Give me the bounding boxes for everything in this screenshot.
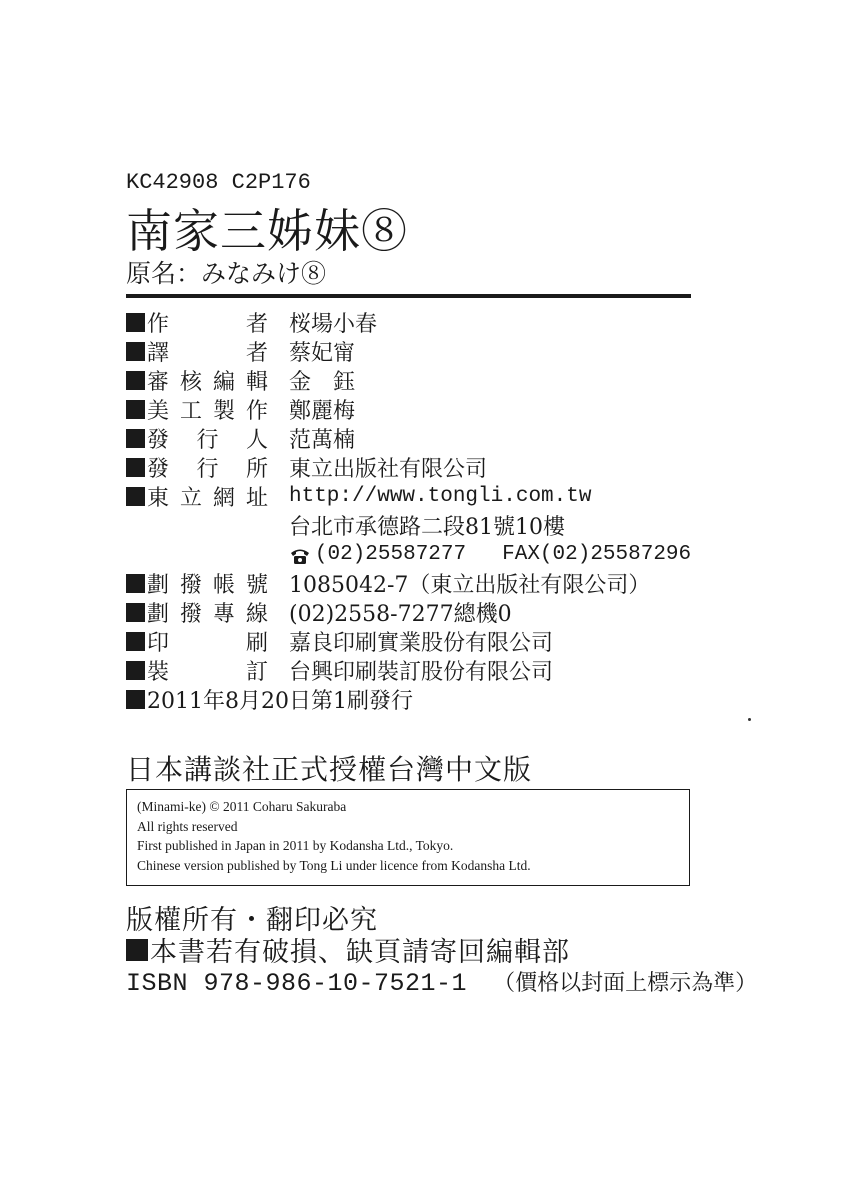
credit-label-char: 帳: [212, 573, 235, 598]
credit-label-char: 核: [179, 370, 202, 395]
credit-label-char: 者: [245, 341, 268, 366]
fax-number: FAX(02)25587296: [502, 543, 692, 566]
credit-value: 桜場小春: [289, 312, 378, 337]
credit-label: [147, 423, 268, 454]
black-square-icon: [126, 487, 145, 506]
telephone-icon: [289, 546, 311, 564]
credit-row: [126, 337, 706, 366]
title-divider: [126, 294, 691, 298]
credit-label: [147, 365, 268, 396]
address-row: [126, 511, 706, 540]
credit-value: (02)2558-7277總機0: [289, 602, 512, 627]
copyright-line: Chinese version published by Tong Li under licence from Kodansha Ltd.: [137, 857, 531, 873]
credit-row: [126, 453, 706, 482]
credit-label: [147, 481, 268, 512]
credit-label-char: 輯: [245, 370, 268, 395]
credit-label-char: 所: [245, 457, 268, 482]
credit-row: [126, 395, 706, 424]
credit-label-char: 立: [179, 486, 202, 511]
credit-row: [126, 482, 706, 511]
copyright-line: All rights reserved: [137, 818, 238, 834]
damage-notice-row: [126, 930, 570, 969]
credit-row: [126, 366, 706, 395]
credit-label-char: 印: [147, 631, 170, 656]
book-title: 南家三姊妹⑧: [126, 204, 408, 258]
credit-label-char: 發: [147, 457, 170, 482]
credit-label-char: 址: [245, 486, 268, 511]
copyright-box: [126, 789, 690, 886]
copyright-line: (Minami-ke) © 2011 Coharu Sakuraba: [137, 799, 347, 814]
credit-label-char: 編: [212, 370, 235, 395]
credit-label-char: 網: [212, 486, 235, 511]
credit-label-char: 劃: [147, 602, 170, 627]
credit-row: [126, 598, 706, 627]
black-square-icon: [126, 603, 145, 622]
black-square-icon: [126, 661, 145, 680]
credit-label: [147, 452, 268, 483]
publish-date-row: [126, 685, 706, 714]
credits-block: [126, 308, 706, 714]
black-square-icon: [126, 371, 145, 390]
isbn-row: [126, 966, 757, 998]
phone-number: (02)25587277: [314, 543, 467, 566]
credit-label: [147, 307, 268, 338]
credit-label-char: 發: [147, 428, 170, 453]
credit-label-char: 譯: [147, 341, 170, 366]
credit-label-char: 作: [147, 312, 170, 337]
credit-label: [147, 597, 268, 628]
publish-date: 2011年8月20日第1刷發行: [147, 689, 413, 714]
credit-value: 東立出版社有限公司: [289, 457, 488, 482]
credit-label-char: 裝: [147, 660, 170, 685]
credit-row: [126, 569, 706, 598]
credit-value: 嘉良印刷實業股份有限公司: [289, 631, 554, 656]
credit-label-char: 美: [147, 399, 170, 424]
credit-label-char: 撥: [179, 602, 202, 627]
credit-label: [147, 655, 268, 686]
credit-value: 1085042-7（東立出版社有限公司）: [289, 573, 651, 598]
credit-label-char: 行: [196, 428, 219, 453]
credit-label-char: 號: [245, 573, 268, 598]
credit-label-char: 專: [212, 602, 235, 627]
credit-label: [147, 568, 268, 599]
black-square-icon: [126, 313, 145, 332]
credit-value: 金 鈺: [289, 370, 356, 395]
credit-value: 鄭麗梅: [289, 399, 356, 424]
credit-label-char: 劃: [147, 573, 170, 598]
original-title: 原名：みなみけ⑧: [126, 259, 327, 288]
price-note: （價格以封面上標示為準）: [493, 971, 758, 996]
credit-label-char: 線: [245, 602, 268, 627]
credit-label-char: 刷: [245, 631, 268, 656]
credit-row: [126, 656, 706, 685]
credit-label-char: 製: [212, 399, 235, 424]
address-value: 台北市承德路二段81號10樓: [289, 515, 565, 540]
credit-value: 范萬楠: [289, 428, 356, 453]
black-square-icon: [126, 939, 148, 961]
credit-label-char: 撥: [179, 573, 202, 598]
phone-row: [126, 540, 706, 569]
credit-label-char: 東: [147, 486, 170, 511]
credit-row: [126, 308, 706, 337]
black-square-icon: [126, 400, 145, 419]
copyright-line: First published in Japan in 2011 by Kodansha Ltd., Tokyo.: [137, 838, 454, 853]
product-code: KC42908 C2P176: [126, 170, 311, 195]
credit-label-char: 作: [245, 399, 268, 424]
credit-value: http://www.tongli.com.tw: [289, 485, 592, 508]
credit-row: [126, 424, 706, 453]
black-square-icon: [126, 690, 145, 709]
credit-label-char: 訂: [245, 660, 268, 685]
black-square-icon: [126, 574, 145, 593]
credit-label-char: 者: [245, 312, 268, 337]
credit-label-char: 行: [196, 457, 219, 482]
credit-row: [126, 627, 706, 656]
isbn: ISBN 978-986-10-7521-1: [126, 969, 468, 998]
black-square-icon: [126, 342, 145, 361]
credit-value: 蔡妃甯: [289, 341, 356, 366]
damage-notice: 本書若有破損、缺頁請寄回編輯部: [150, 937, 570, 968]
black-square-icon: [126, 632, 145, 651]
rights-reserved: 版權所有・翻印必究: [126, 905, 378, 936]
credit-label: [147, 336, 268, 367]
credit-label: [147, 626, 268, 657]
credit-label-char: 審: [147, 370, 170, 395]
credit-value: 台興印刷裝訂股份有限公司: [289, 660, 554, 685]
print-speck: [748, 718, 751, 721]
license-statement: 日本講談社正式授權台灣中文版: [126, 753, 533, 786]
credit-label-char: 人: [245, 428, 268, 453]
black-square-icon: [126, 429, 145, 448]
credit-label: [147, 394, 268, 425]
credit-label-char: 工: [179, 399, 202, 424]
black-square-icon: [126, 458, 145, 477]
